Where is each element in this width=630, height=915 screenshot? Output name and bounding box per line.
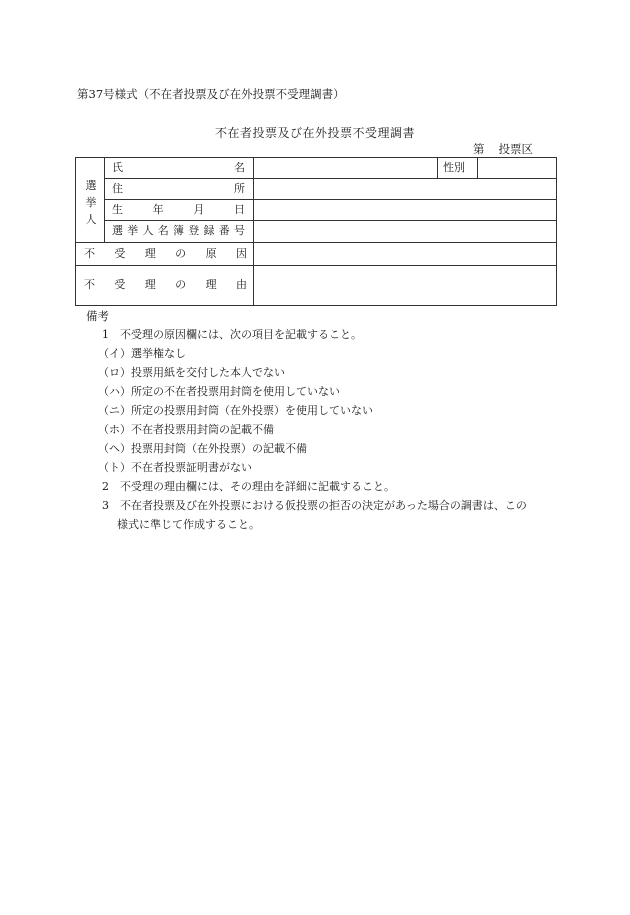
name-value-cell[interactable] bbox=[254, 159, 437, 178]
note-item-1: 1 不受理の原因欄には、次の項目を記載すること。 bbox=[102, 328, 362, 341]
address-label bbox=[112, 182, 245, 196]
note-item-ni: （ニ）所定の投票用封筒（在外投票）を使用していない bbox=[98, 404, 373, 417]
registry-char-8: 番 bbox=[218, 224, 230, 237]
reason-char-6: 由 bbox=[235, 278, 247, 291]
registry-char-9: 号 bbox=[234, 224, 245, 237]
birthdate-label bbox=[112, 203, 245, 217]
birthdate-char-1: 生 bbox=[112, 203, 123, 216]
registry-number-label bbox=[112, 224, 245, 238]
cause-char-2: 受 bbox=[114, 247, 126, 260]
cause-char-6: 因 bbox=[235, 247, 247, 260]
note-item-ro: （ロ）投票用紙を交付した本人でない bbox=[98, 366, 285, 379]
note-item-2: 2 不受理の理由欄には、その理由を詳細に記載すること。 bbox=[102, 480, 395, 493]
cause-char-3: 理 bbox=[144, 247, 156, 260]
district-prefix: 第 bbox=[473, 142, 485, 156]
reason-char-1: 不 bbox=[84, 278, 95, 291]
registry-char-1: 選 bbox=[112, 224, 123, 237]
note-item-he: （ヘ）投票用封筒（在外投票）の記載不備 bbox=[98, 442, 307, 455]
district-field bbox=[473, 141, 533, 157]
gender-value-cell[interactable] bbox=[478, 159, 556, 178]
registry-char-6: 登 bbox=[188, 224, 200, 237]
note-item-ho: （ホ）不在者投票用封筒の記載不備 bbox=[98, 423, 274, 436]
note-item-to: （ト）不在者投票証明書がない bbox=[98, 461, 252, 474]
cause-char-5: 原 bbox=[205, 247, 217, 260]
reason-char-3: 理 bbox=[144, 278, 156, 291]
birthdate-char-2: 年 bbox=[152, 203, 164, 216]
birthdate-char-3: 月 bbox=[193, 203, 205, 216]
note-item-3-continued: 様式に準じて作成すること。 bbox=[117, 518, 260, 531]
address-value-cell[interactable] bbox=[254, 179, 556, 199]
reason-char-4: の bbox=[175, 278, 187, 291]
cause-char-4: の bbox=[175, 247, 187, 260]
registry-number-value-cell[interactable] bbox=[254, 221, 556, 242]
registry-char-7: 録 bbox=[203, 224, 215, 237]
reason-char-5: 理 bbox=[205, 278, 217, 291]
form-table bbox=[75, 157, 557, 306]
address-label-char-1: 住 bbox=[112, 182, 123, 195]
name-label-char-1: 氏 bbox=[112, 161, 123, 174]
rejection-cause-value-cell[interactable] bbox=[254, 243, 556, 265]
cause-char-1: 不 bbox=[84, 247, 95, 260]
rejection-reason-label bbox=[84, 278, 247, 292]
rejection-cause-label bbox=[84, 247, 247, 261]
notes-heading: 備考 bbox=[86, 309, 109, 323]
birthdate-value-cell[interactable] bbox=[254, 200, 556, 220]
elector-char-3: 人 bbox=[85, 213, 97, 226]
name-label-char-2: 名 bbox=[234, 161, 245, 174]
elector-char-2: 挙 bbox=[85, 196, 97, 209]
elector-group-label bbox=[84, 177, 98, 228]
gender-label: 性別 bbox=[443, 161, 465, 174]
elector-char-1: 選 bbox=[85, 179, 97, 192]
reason-char-2: 受 bbox=[114, 278, 126, 291]
registry-char-4: 名 bbox=[157, 224, 169, 237]
address-label-char-2: 所 bbox=[234, 182, 245, 195]
note-item-3: 3 不在者投票及び在外投票における仮投票の拒否の決定があった場合の調書は、この bbox=[102, 499, 527, 512]
district-suffix: 投票区 bbox=[498, 142, 533, 156]
form-label: 第37号様式（不在者投票及び在外投票不受理調書） bbox=[77, 87, 345, 101]
registry-char-5: 簿 bbox=[173, 224, 184, 237]
note-item-i: （イ）選挙権なし bbox=[98, 347, 186, 360]
birthdate-char-4: 日 bbox=[233, 203, 245, 216]
registry-char-2: 挙 bbox=[127, 224, 139, 237]
registry-char-3: 人 bbox=[142, 224, 154, 237]
name-label bbox=[112, 161, 245, 175]
rejection-reason-value-cell[interactable] bbox=[254, 266, 556, 305]
document-title: 不在者投票及び在外投票不受理調書 bbox=[214, 126, 415, 140]
note-item-ha: （ハ）所定の不在者投票用封筒を使用していない bbox=[98, 385, 340, 398]
